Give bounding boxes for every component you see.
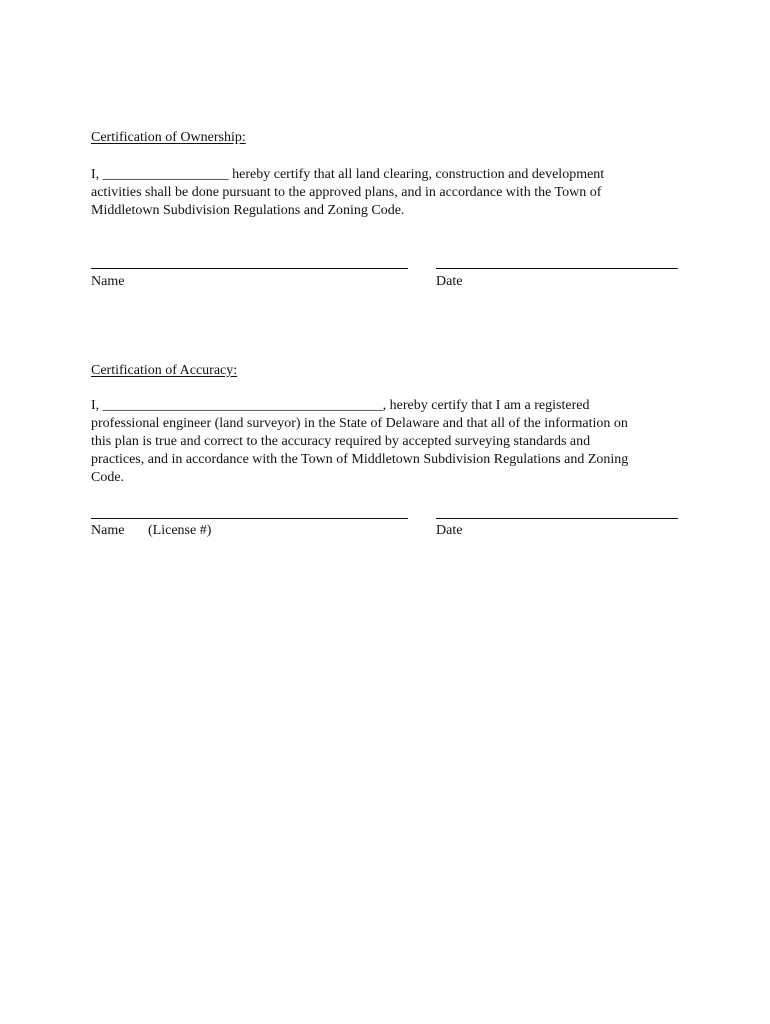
accuracy-statement-line: professional engineer (land surveyor) in the State of Delaware and that all of the information on [91, 416, 628, 431]
ownership-heading: Certification of Ownership: [91, 130, 246, 145]
accuracy-name-signature-line[interactable] [91, 518, 408, 519]
accuracy-date-label: Date [436, 523, 463, 538]
accuracy-name-label: Name [91, 523, 125, 538]
accuracy-statement-line: practices, and in accordance with the Town of Middletown Subdivision Regulations and Zoning [91, 452, 629, 467]
ownership-name-label: Name [91, 274, 125, 289]
accuracy-statement-line: this plan is true and correct to the accuracy required by accepted surveying standards and [91, 434, 591, 449]
ownership-statement-line: activities shall be done pursuant to the approved plans, and in accordance with the Town of [91, 185, 602, 200]
ownership-name-signature-line[interactable] [91, 268, 408, 269]
accuracy-statement-line: I, ________________________________________, hereby certify that I am a registered [91, 398, 590, 413]
ownership-statement [91, 166, 691, 220]
accuracy-statement [91, 397, 691, 487]
accuracy-license-label: (License #) [148, 523, 212, 538]
accuracy-date-signature-line[interactable] [436, 518, 678, 519]
ownership-statement-line: I, __________________ hereby certify that all land clearing, construction and development [91, 167, 605, 182]
accuracy-statement-line: Code. [91, 470, 125, 485]
ownership-statement-line: Middletown Subdivision Regulations and Zoning Code. [91, 203, 405, 218]
ownership-date-signature-line[interactable] [436, 268, 678, 269]
ownership-date-label: Date [436, 274, 463, 289]
accuracy-heading: Certification of Accuracy: [91, 363, 238, 378]
